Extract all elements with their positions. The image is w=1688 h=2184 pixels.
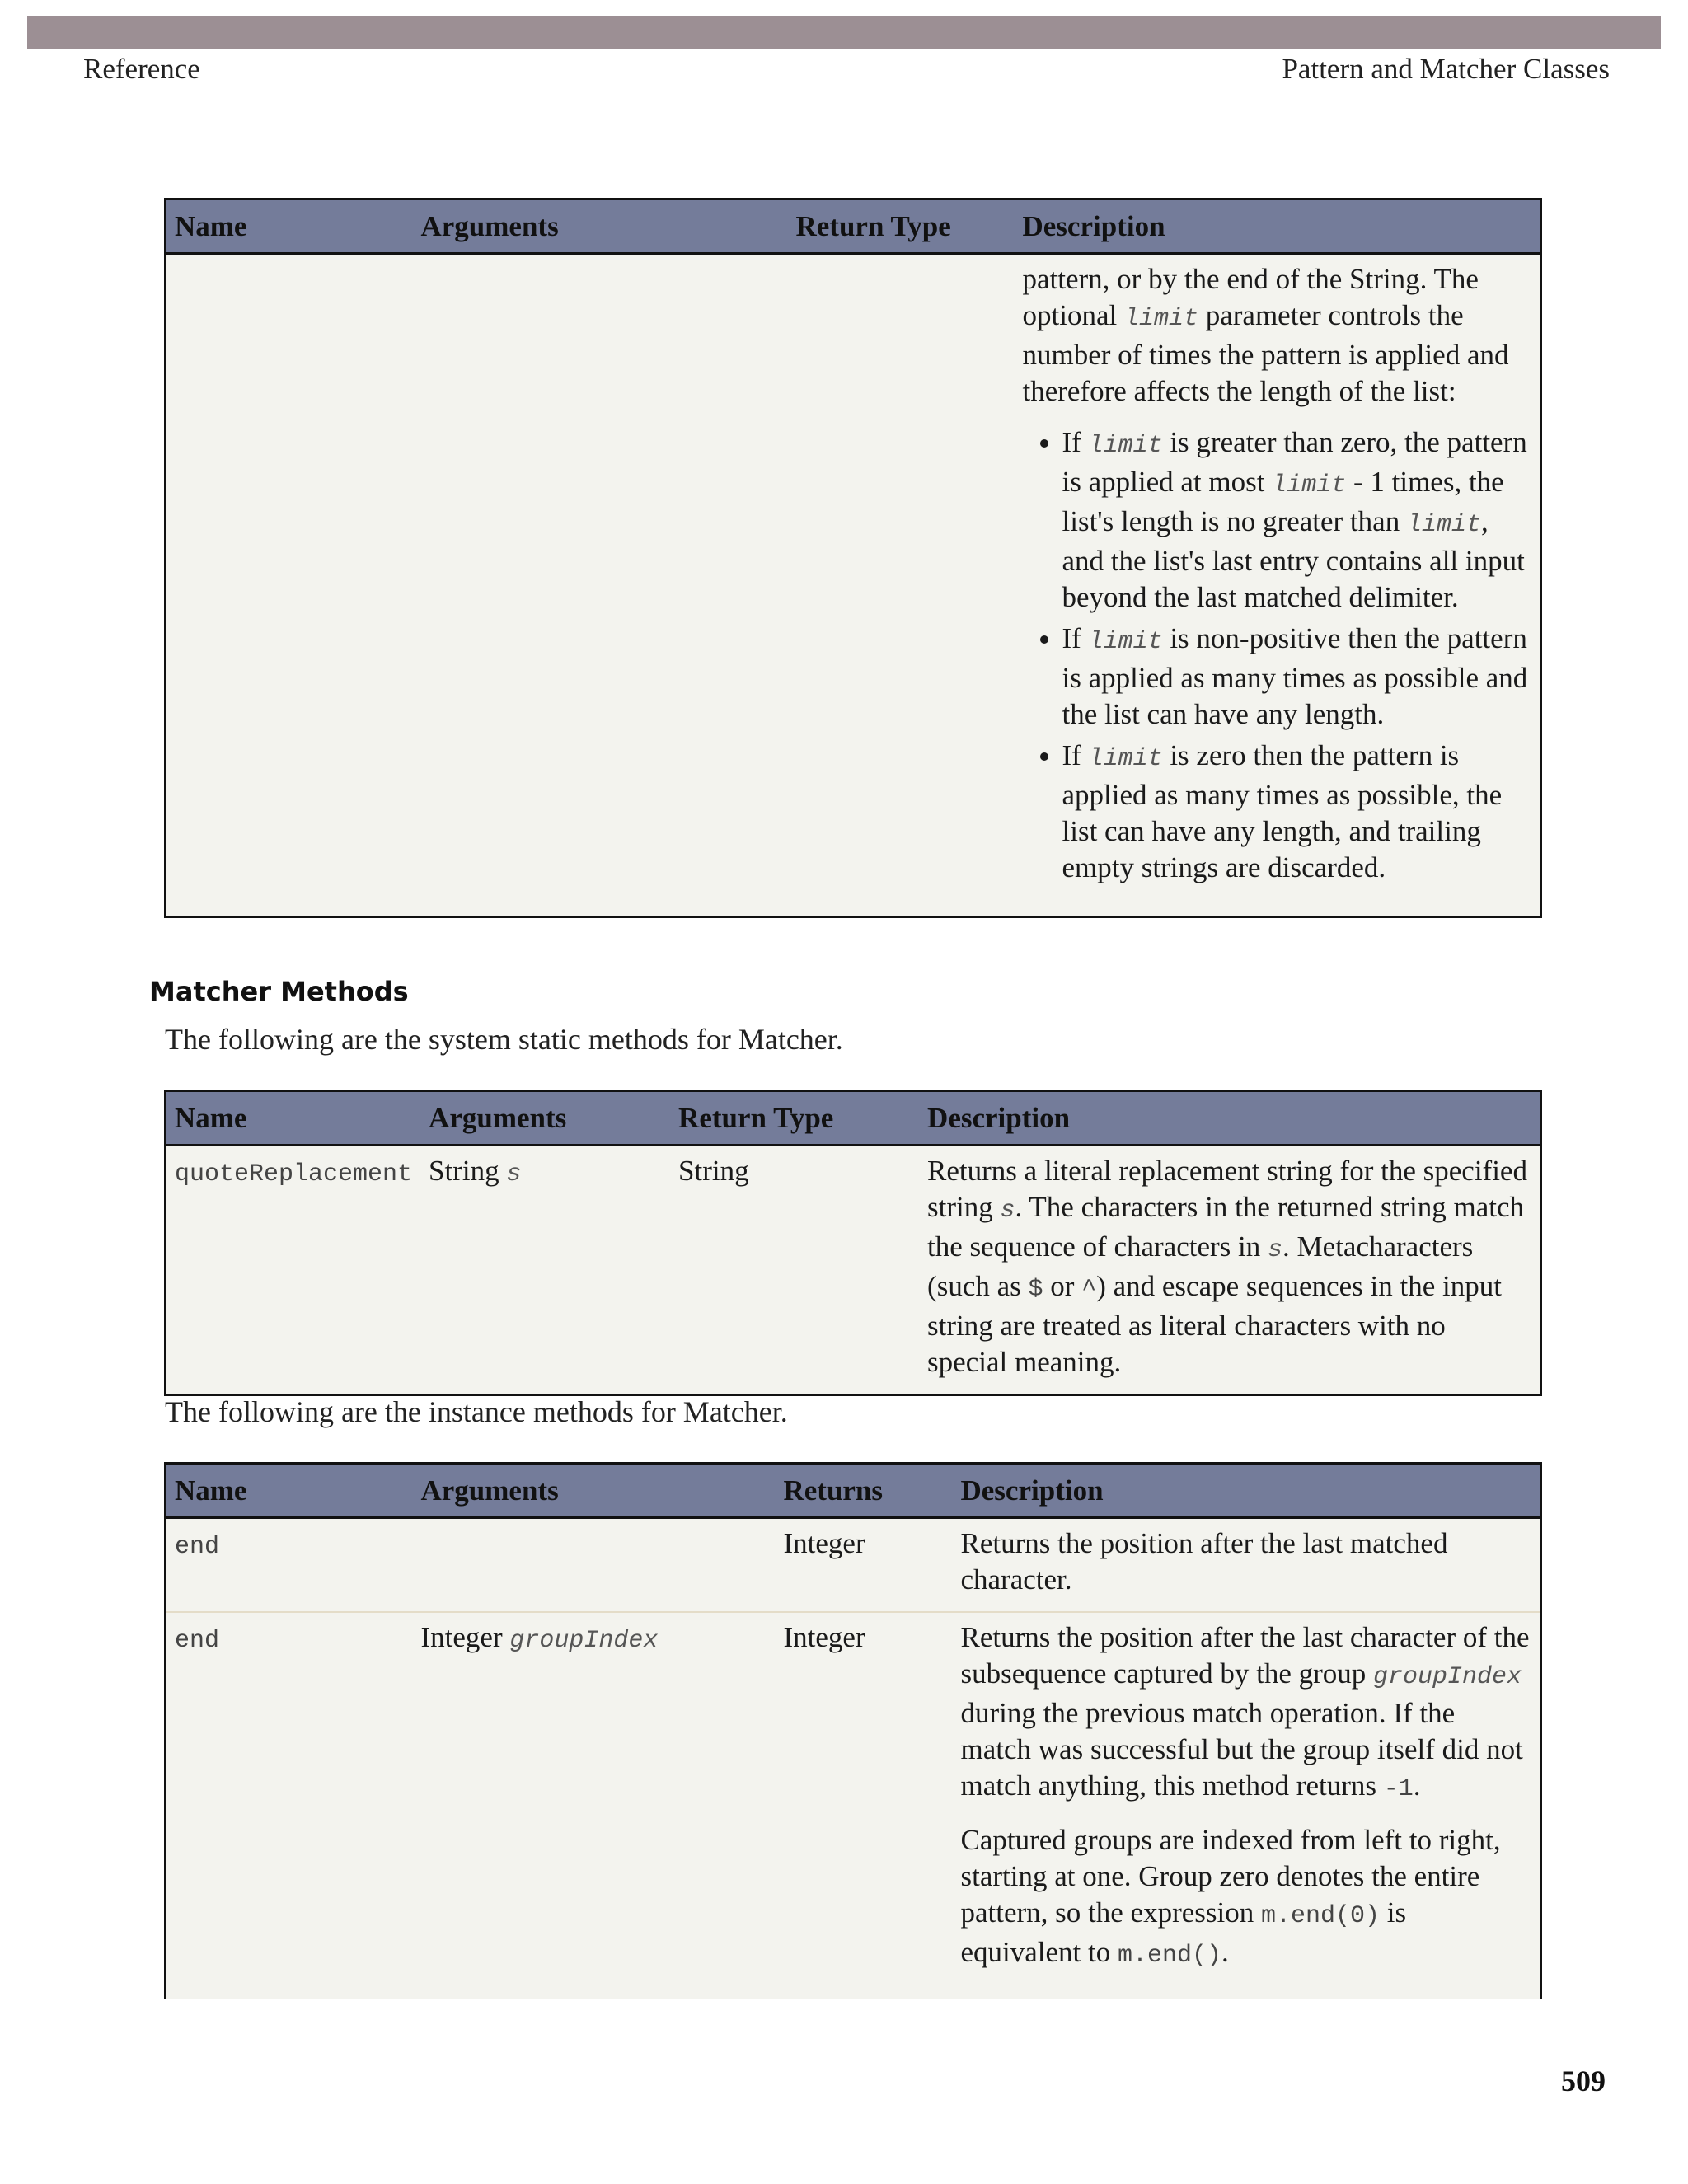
running-head-left: Reference [83,53,200,85]
col-returns-header: Returns [776,1464,953,1518]
method-name-cell: end [175,1533,220,1561]
col-name-header: Name [166,1091,421,1146]
returns-cell: Integer [783,1527,865,1559]
description-cell [953,1612,1541,1999]
list-item: • If limit is greater than zero, the pattern is applied at most limit - 1 times, the list's length is no greater than limit, and the list's last entry contains all input beyond the last matched delimiter. [1062,424,1532,616]
table-row [166,254,1541,917]
col-arguments-header: Arguments [420,1091,670,1146]
list-item: • If limit is non-positive then the pattern is applied as many times as possible and the list can have any length. [1062,621,1532,733]
description-cell [1015,254,1541,917]
return-type-cell: String [678,1155,749,1187]
return-type-cell [788,254,1015,917]
arguments-cell: String s [429,1155,522,1188]
col-description-header: Description [919,1091,1540,1146]
name-cell [166,254,413,917]
table-row [166,1518,1541,1613]
instance-methods-intro: The following are the instance methods for Matcher. [165,1395,788,1428]
col-arguments-header: Arguments [413,1464,776,1518]
list-item: • If limit is zero then the pattern is applied as many times as possible, the list can have any length, and trailing empty strings are discarded. [1062,738,1532,886]
description-paragraph: Returns the position after the last character of the subsequence captured by the group groupIndex during the previous match operation. If the match was successful but the group itself did not match anything, this method returns -1. [960,1621,1530,1803]
section-heading: Matcher Methods [149,976,409,1007]
col-description-header: Description [953,1464,1541,1518]
continued-method-table [164,198,1542,918]
table-header-row [166,1464,1541,1518]
table-row [166,1146,1541,1395]
table-header-row [166,199,1541,254]
table-header-row [166,1091,1541,1146]
top-color-bar [27,16,1661,49]
static-methods-intro: The following are the system static methods for Matcher. [165,1023,843,1056]
description-cell: Returns the position after the last matched character. [960,1527,1448,1596]
method-name-cell: end [166,1612,413,1999]
arguments-cell [413,254,788,917]
limit-rules-list [1023,424,1532,886]
split-description-intro: pattern, or by the end of the String. The optional limit parameter controls the number of times the pattern is applied and therefore affects the length of the list: [1022,263,1509,407]
page-number: 509 [1561,2064,1606,2097]
col-arguments-header: Arguments [413,199,788,254]
running-head-right: Pattern and Matcher Classes [1282,53,1610,85]
col-name-header: Name [166,1464,413,1518]
description-cell: Returns a literal replacement string for the specified string s. The characters in the returned string match the sequence of characters in s. Metacharacters (such as $ or ^) and escape sequences in the input string are treated as literal characters with no special meaning. [927,1155,1527,1378]
returns-cell: Integer [776,1612,953,1999]
col-name-header: Name [166,199,413,254]
static-methods-table [164,1090,1542,1396]
instance-methods-table [164,1462,1542,1999]
arguments-cell: Integer groupIndex [413,1612,776,1999]
description-paragraph: Captured groups are indexed from left to right, starting at one. Group zero denotes the entire pattern, so the expression m.end(0) is equivalent to m.end(). [960,1824,1501,1970]
method-name-cell: quoteReplacement [175,1160,413,1188]
arguments-cell [413,1518,776,1613]
col-return-type-header: Return Type [670,1091,919,1146]
table-row [166,1612,1541,1999]
col-description-header: Description [1015,199,1541,254]
col-return-type-header: Return Type [788,199,1015,254]
